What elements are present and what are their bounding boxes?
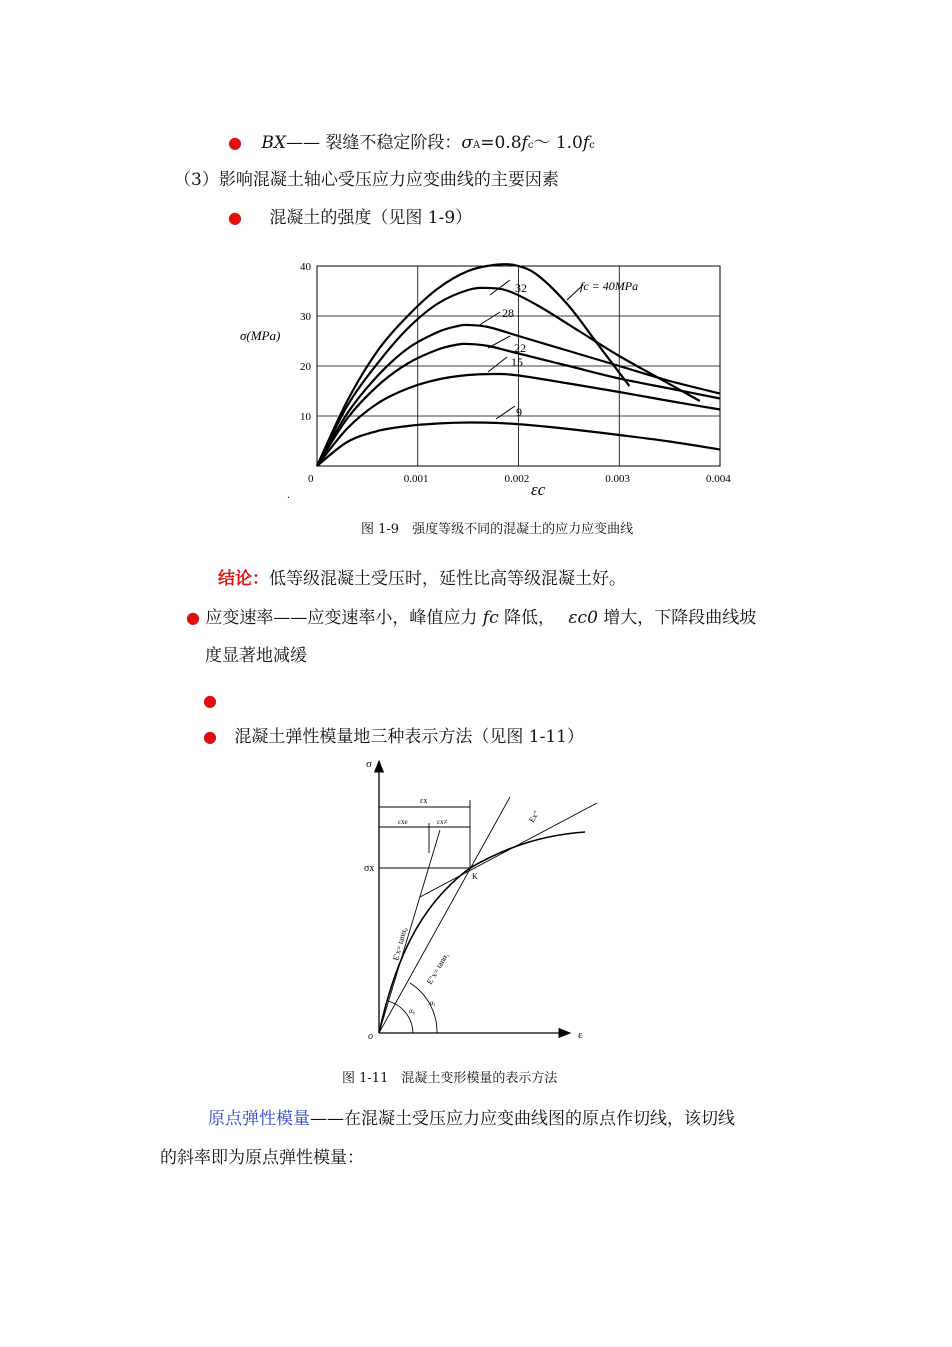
chart-ylabel: σ(MPa): [240, 328, 281, 343]
sigma-x-label: σx: [364, 863, 375, 874]
bullet-icon: ●: [203, 727, 217, 746]
y-tick-label: 20: [300, 361, 311, 373]
chart-xlabel: εc: [531, 480, 546, 499]
bx-sub: A: [473, 140, 481, 151]
modulus-item-text: 混凝土弹性模量地三种表示方法（见图 1-11）: [234, 727, 584, 747]
strain-rate-text-c: 增大，下降段曲线坡: [603, 608, 757, 628]
empty-bullet: [203, 689, 217, 713]
bx-tilde: ～ 1.0: [533, 133, 583, 153]
strain-rate-line-1: [186, 606, 756, 630]
figure1-caption: 图 1-9 强度等级不同的混凝土的应力应变曲线: [361, 522, 634, 537]
bx-label: BX: [261, 133, 286, 153]
series-label: 32: [515, 281, 527, 295]
stress-strain-curve: [379, 832, 585, 1033]
series-label: fc = 40MPa: [580, 279, 639, 293]
conclusion-label: 结论：: [218, 569, 269, 589]
strain-rate-fc: fc: [482, 608, 499, 628]
strain-rate-text-a: 应变速率——应变速率小，峰值应力: [205, 608, 478, 628]
bx-dash: —— 裂缝不稳定阶段：: [285, 133, 462, 153]
origin-modulus-line-1: [208, 1107, 735, 1131]
alpha0-label: α₀: [409, 1007, 416, 1015]
x-tick-label: 0.004: [706, 473, 731, 485]
series-leader: [478, 312, 500, 326]
y-tick-label: 40: [300, 261, 311, 273]
eps-axis-label: ε: [578, 1029, 583, 1041]
x-tick-label: 0.001: [403, 473, 429, 485]
y-tick-label: 30: [300, 311, 311, 323]
k-point-label: K: [472, 872, 478, 881]
sigma-axis-label: σ: [366, 758, 372, 770]
secant-modulus-label: E″x= tanα₁: [424, 950, 451, 986]
strength-item: [228, 206, 472, 230]
x-tick-label: 0.002: [504, 473, 530, 485]
eps-x-label: εx: [420, 796, 428, 805]
bx-c2: c: [589, 140, 595, 151]
series-leader: [496, 406, 515, 419]
secant-line: [379, 797, 510, 1033]
series-label: 22: [514, 341, 526, 355]
series-label: 15: [511, 355, 523, 369]
bullet-icon: ●: [228, 133, 242, 152]
bx-sigma: σ: [461, 133, 473, 153]
strain-rate-line-2: 度显著地减缓: [205, 646, 307, 666]
bx-fc1: f: [521, 133, 528, 153]
series-leader: [488, 357, 507, 372]
eps-xe-label: εxe: [398, 818, 408, 826]
stress-strain-chart: [0, 230, 952, 520]
bx-eq: =0.8: [480, 133, 522, 153]
bullet-icon: ●: [186, 608, 200, 627]
alpha1-label: α₁: [430, 999, 437, 1007]
conclusion-text: 低等级混凝土受压时，延性比高等级混凝土好。: [269, 569, 626, 589]
bx-c1: c: [527, 140, 534, 151]
strength-item-text: 混凝土的强度（见图 1-9）: [269, 208, 473, 228]
strain-rate-eps: εc0: [568, 608, 598, 628]
series-label: 9: [516, 405, 522, 419]
tangent-modulus-label: Ex": [527, 808, 542, 825]
modulus-diagram: [0, 755, 952, 1055]
origin-modulus-line-2: 的斜率即为原点弹性模量：: [160, 1148, 364, 1168]
eps-xp-label: εx≠: [437, 818, 448, 826]
alpha0-arc: [388, 1001, 413, 1033]
bullet-icon: ●: [228, 208, 242, 227]
bx-line: [228, 131, 595, 158]
chart-dot: .: [287, 487, 290, 501]
factors-heading: （3）影响混凝土轴心受压应力应变曲线的主要因素: [174, 170, 559, 190]
y-tick-label: 10: [300, 411, 311, 423]
x-tick-label: 0.003: [605, 473, 630, 485]
strain-rate-text-b: 降低，: [504, 608, 556, 628]
origin-modulus-label-text: 原点弹性模量: [208, 1109, 310, 1129]
origin-modulus-text-1: ——在混凝土受压应力应变曲线图的原点作切线，该切线: [310, 1109, 735, 1129]
bullet-icon: ●: [203, 691, 217, 710]
origin-label: o: [368, 1031, 373, 1042]
conclusion-line: [218, 567, 626, 591]
series-label: 28: [502, 306, 514, 320]
series-leader: [488, 336, 510, 348]
origin-modulus-label: E′x= tanα₀: [391, 926, 409, 962]
bx-fc2: f: [582, 133, 590, 153]
figure2-caption: 图 1-11 混凝土变形模量的表示方法: [342, 1071, 558, 1086]
modulus-item: [203, 725, 584, 749]
x-tick-label: 0: [308, 473, 314, 485]
